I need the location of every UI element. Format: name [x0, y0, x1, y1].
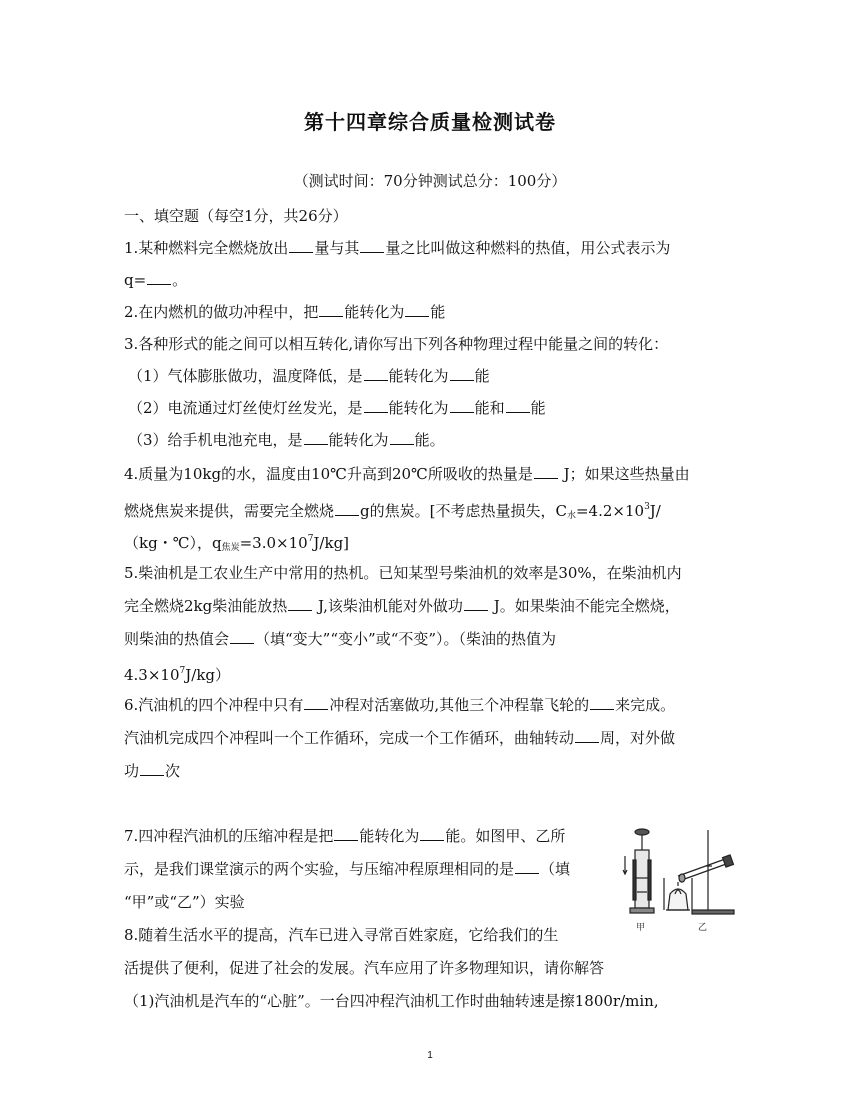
section-heading: 一、填空题（每空1分，共26分） [124, 207, 348, 225]
answer-blank[interactable] [590, 695, 614, 710]
question-8-line-1: 8.随着生活水平的提高，汽车已进入寻常百姓家庭，它给我们的生 [124, 926, 559, 944]
piston-apparatus [623, 829, 654, 913]
answer-blank[interactable] [319, 302, 343, 317]
question-4-line-3: （kg・℃），$q_{焦炭}=3.0\times 10^7J/kg$] [124, 534, 350, 553]
answer-blank[interactable] [304, 695, 328, 710]
answer-blank[interactable] [364, 366, 388, 381]
answer-blank[interactable] [335, 501, 359, 516]
answer-blank[interactable] [230, 629, 254, 644]
question-7-line-3: “甲”或“乙”）实验 [124, 893, 245, 911]
question-5-line-4: $4.3\times 10^7J/kg$） [124, 666, 231, 684]
question-3-sub-2: （2）电流通过灯丝使灯丝发光，是 能转化为 能和 能 [128, 399, 546, 417]
question-3-stem: 3.各种形式的能之间可以相互转化,请你写出下列各种物理过程中能量之间的转化： [124, 335, 669, 353]
answer-blank[interactable] [147, 270, 171, 285]
answer-blank[interactable] [575, 728, 599, 743]
figure-label-yi: 乙 [698, 923, 708, 933]
answer-blank[interactable] [506, 398, 530, 413]
question-3-sub-3: （3）给手机电池充电，是 能转化为 能。 [128, 431, 445, 449]
answer-blank[interactable] [140, 761, 164, 776]
question-7-line-2: 示，是我们课堂演示的两个实验，与压缩冲程原理相同的是 （填 [124, 860, 571, 878]
question-4-line-1: 4.质量为10kg的水，温度由10℃升高到20℃所吸收的热量是 J；如果这些热量由 [124, 465, 690, 483]
answer-blank[interactable] [304, 430, 328, 445]
question-2: 2.在内燃机的做功冲程中，把 能转化为 能 [124, 303, 446, 321]
experiment-illustration [620, 826, 740, 934]
answer-blank[interactable] [289, 238, 313, 253]
question-4-line-2: 燃烧焦炭来提供，需要完全燃烧 g的焦炭。[不考虑热量损失，$C_水=4.2\times 10^3J/$ [124, 502, 661, 521]
exam-info: （测试时间：70分钟测试总分：100分） [293, 172, 567, 190]
answer-blank[interactable] [360, 238, 384, 253]
question-6-line-2: 汽油机完成四个冲程叫一个工作循环，完成一个工作循环，曲轴转动 周，对外做 [124, 729, 676, 747]
question-1-line-2: q= 。 [124, 271, 188, 289]
question-5-line-2: 完全燃烧2kg柴油能放热 J,该柴油机能对外做功 J。如果柴油不能完全燃烧， [124, 597, 680, 615]
question-5-line-1: 5.柴油机是工农业生产中常用的热机。已知某型号柴油机的效率是30%，在柴油机内 [124, 564, 682, 582]
answer-blank[interactable] [288, 596, 312, 611]
test-tube-apparatus [664, 830, 734, 914]
answer-blank[interactable] [515, 859, 539, 874]
page-title: 第十四章综合质量检测试卷 [304, 110, 556, 134]
answer-blank[interactable] [450, 366, 474, 381]
question-1-line-1: 1.某种燃料完全燃烧放出 量与其 量之比叫做这种燃料的热值，用公式表示为 [124, 239, 671, 257]
page-number: 1 [427, 1050, 433, 1061]
question-6-line-1: 6.汽油机的四个冲程中只有 冲程对活塞做功,其他三个冲程靠飞轮的 来完成。 [124, 696, 676, 714]
question-7-line-1: 7.四冲程汽油机的压缩冲程是把 能转化为 能。如图甲、乙所 [124, 827, 566, 845]
question-5-line-3: 则柴油的热值会 （填“变大”“变小”或“不变”）。（柴油的热值为 [124, 630, 557, 648]
answer-blank[interactable] [534, 464, 558, 479]
experiment-figure [620, 826, 740, 934]
question-3-sub-1: （1）气体膨胀做功，温度降低，是 能转化为 能 [128, 367, 490, 385]
answer-blank[interactable] [334, 826, 358, 841]
answer-blank[interactable] [405, 302, 429, 317]
figure-label-jia: 甲 [636, 923, 646, 933]
question-6-line-3: 功 次 [124, 762, 181, 780]
answer-blank[interactable] [390, 430, 414, 445]
answer-blank[interactable] [364, 398, 388, 413]
answer-blank[interactable] [450, 398, 474, 413]
answer-blank[interactable] [420, 826, 444, 841]
answer-blank[interactable] [464, 596, 488, 611]
question-8-line-3: （1)汽油机是汽车的“心脏”。一台四冲程汽油机工作时曲轴转速是擦1800r/min, [124, 992, 659, 1010]
question-8-line-2: 活提供了便利，促进了社会的发展。汽车应用了许多物理知识，请你解答 [124, 959, 605, 977]
